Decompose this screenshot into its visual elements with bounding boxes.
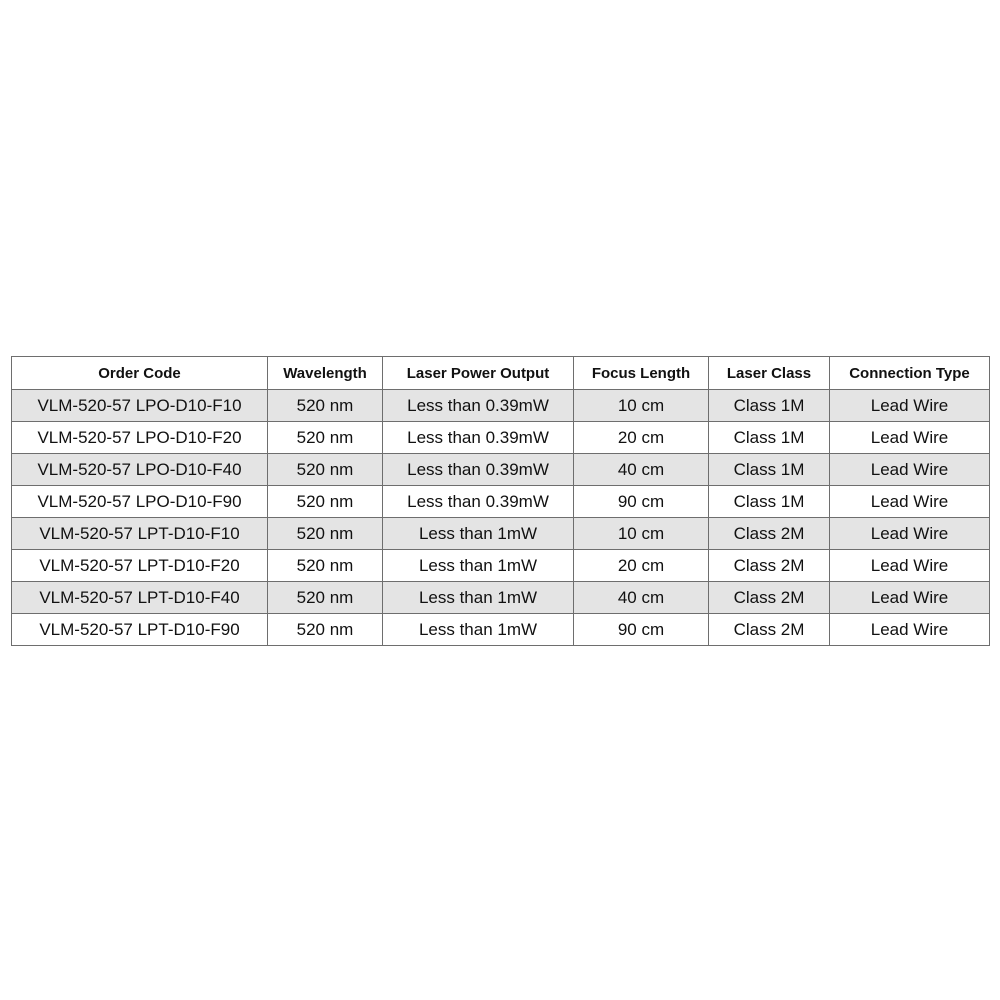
cell-focus-length: 10 cm	[574, 390, 709, 422]
cell-focus-length: 90 cm	[574, 486, 709, 518]
cell-wavelength: 520 nm	[268, 518, 383, 550]
header-wavelength: Wavelength	[268, 357, 383, 390]
cell-laser-class: Class 2M	[709, 614, 830, 646]
cell-laser-class: Class 1M	[709, 390, 830, 422]
cell-connection-type: Lead Wire	[830, 422, 990, 454]
cell-laser-power-output: Less than 1mW	[383, 550, 574, 582]
cell-connection-type: Lead Wire	[830, 454, 990, 486]
table-row	[12, 422, 990, 454]
table-row	[12, 390, 990, 422]
cell-wavelength: 520 nm	[268, 390, 383, 422]
table-row	[12, 518, 990, 550]
header-order-code: Order Code	[12, 357, 268, 390]
cell-connection-type: Lead Wire	[830, 390, 990, 422]
cell-connection-type: Lead Wire	[830, 550, 990, 582]
cell-laser-power-output: Less than 1mW	[383, 614, 574, 646]
cell-laser-power-output: Less than 1mW	[383, 518, 574, 550]
cell-wavelength: 520 nm	[268, 614, 383, 646]
cell-laser-class: Class 1M	[709, 454, 830, 486]
cell-order-code: VLM-520-57 LPO-D10-F90	[12, 486, 268, 518]
table-row	[12, 550, 990, 582]
cell-order-code: VLM-520-57 LPT-D10-F90	[12, 614, 268, 646]
cell-wavelength: 520 nm	[268, 550, 383, 582]
header-focus-length: Focus Length	[574, 357, 709, 390]
cell-focus-length: 40 cm	[574, 582, 709, 614]
cell-laser-power-output: Less than 0.39mW	[383, 454, 574, 486]
cell-laser-power-output: Less than 1mW	[383, 582, 574, 614]
cell-laser-power-output: Less than 0.39mW	[383, 422, 574, 454]
cell-laser-power-output: Less than 0.39mW	[383, 390, 574, 422]
cell-laser-class: Class 2M	[709, 550, 830, 582]
table-row	[12, 614, 990, 646]
cell-focus-length: 10 cm	[574, 518, 709, 550]
cell-laser-class: Class 1M	[709, 422, 830, 454]
cell-laser-class: Class 2M	[709, 518, 830, 550]
cell-connection-type: Lead Wire	[830, 582, 990, 614]
cell-laser-power-output: Less than 0.39mW	[383, 486, 574, 518]
cell-order-code: VLM-520-57 LPO-D10-F20	[12, 422, 268, 454]
cell-wavelength: 520 nm	[268, 454, 383, 486]
header-laser-class: Laser Class	[709, 357, 830, 390]
table-body	[12, 390, 990, 646]
header-row	[12, 357, 990, 390]
table-header	[12, 357, 990, 390]
cell-connection-type: Lead Wire	[830, 614, 990, 646]
cell-focus-length: 20 cm	[574, 422, 709, 454]
cell-wavelength: 520 nm	[268, 422, 383, 454]
cell-focus-length: 20 cm	[574, 550, 709, 582]
cell-order-code: VLM-520-57 LPT-D10-F10	[12, 518, 268, 550]
cell-laser-class: Class 1M	[709, 486, 830, 518]
cell-order-code: VLM-520-57 LPO-D10-F40	[12, 454, 268, 486]
table-row	[12, 582, 990, 614]
cell-wavelength: 520 nm	[268, 582, 383, 614]
header-connection-type: Connection Type	[830, 357, 990, 390]
cell-order-code: VLM-520-57 LPT-D10-F40	[12, 582, 268, 614]
cell-order-code: VLM-520-57 LPO-D10-F10	[12, 390, 268, 422]
table-row	[12, 454, 990, 486]
cell-focus-length: 90 cm	[574, 614, 709, 646]
table-row	[12, 486, 990, 518]
cell-connection-type: Lead Wire	[830, 486, 990, 518]
cell-wavelength: 520 nm	[268, 486, 383, 518]
cell-order-code: VLM-520-57 LPT-D10-F20	[12, 550, 268, 582]
product-spec-table	[11, 356, 990, 646]
cell-connection-type: Lead Wire	[830, 518, 990, 550]
cell-laser-class: Class 2M	[709, 582, 830, 614]
cell-focus-length: 40 cm	[574, 454, 709, 486]
header-laser-power-output: Laser Power Output	[383, 357, 574, 390]
